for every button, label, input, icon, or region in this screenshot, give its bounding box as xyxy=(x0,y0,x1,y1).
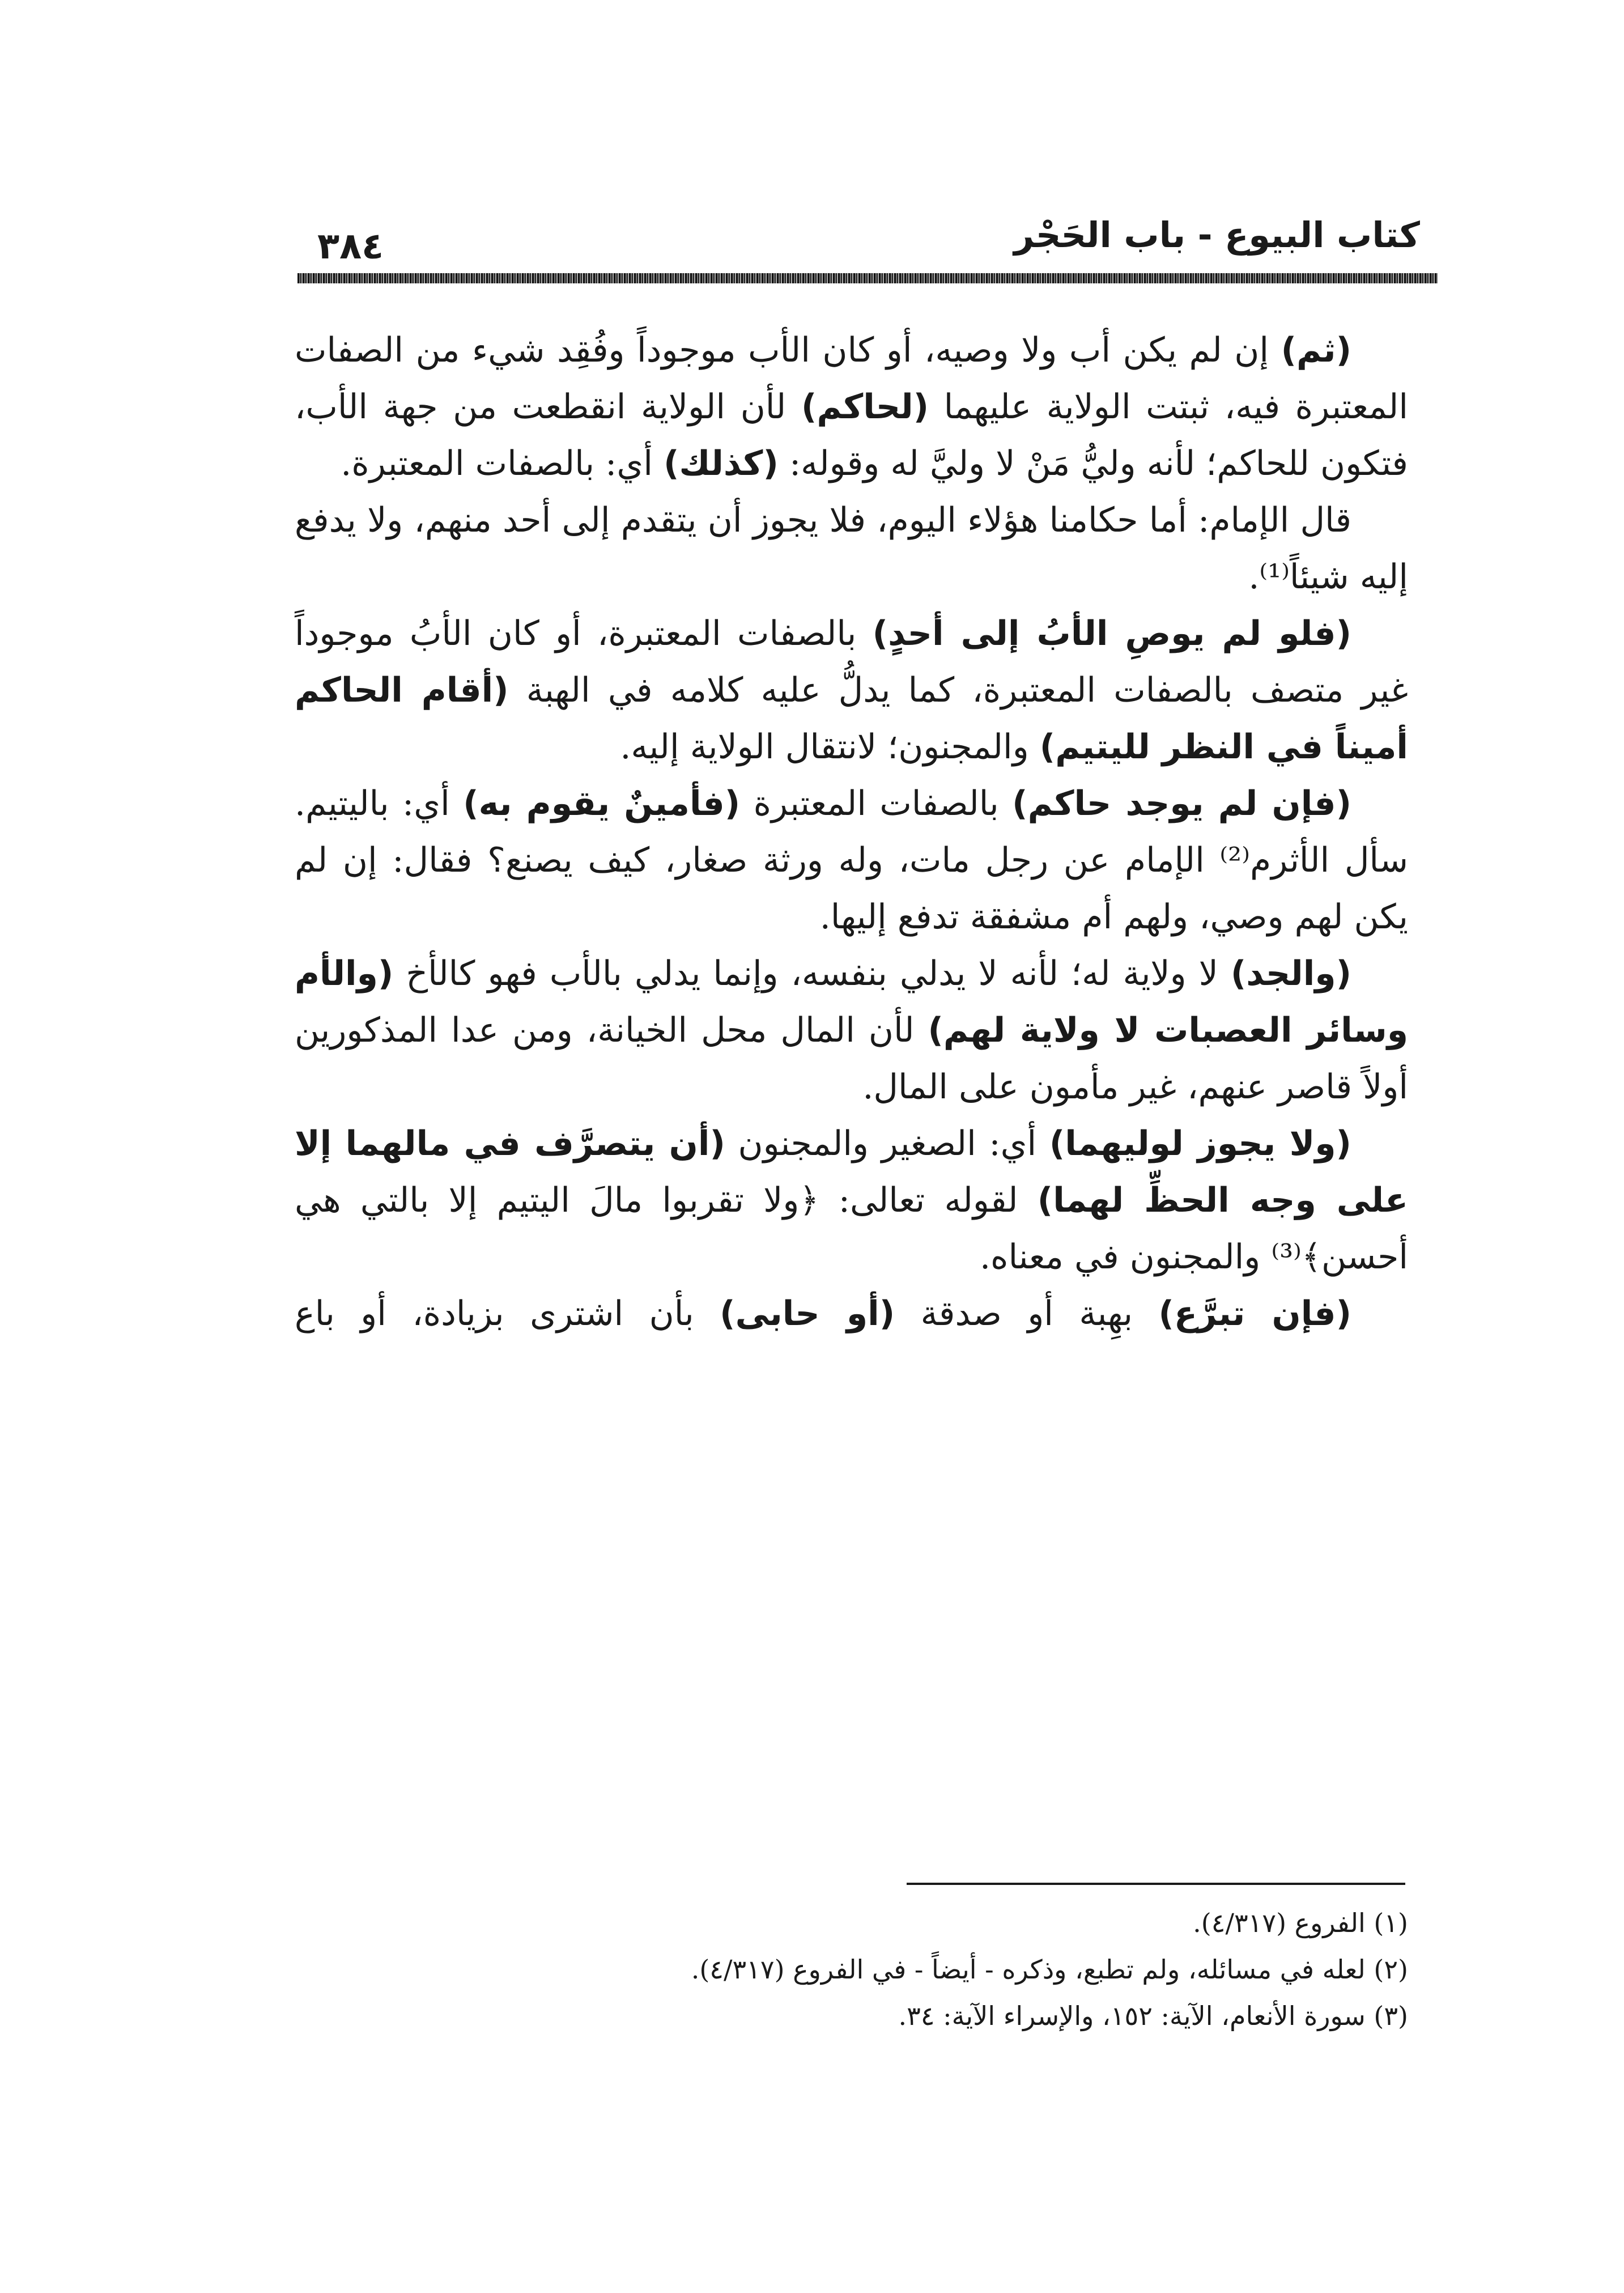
plain-text: والمجنون؛ لانتقال الولاية إليه. xyxy=(620,727,1040,767)
paragraph xyxy=(295,1115,1408,1285)
footnote-separator xyxy=(907,1883,1405,1885)
paragraph xyxy=(295,775,1408,945)
paragraph xyxy=(295,492,1408,605)
paragraph xyxy=(295,1285,1408,1342)
bold-text: (ثم) xyxy=(1281,330,1351,370)
paragraph xyxy=(295,945,1408,1115)
plain-text: أي: بالصفات المعتبرة. xyxy=(341,444,664,483)
bold-text: (لحاكم) xyxy=(801,387,929,427)
plain-text: لأن المال محل الخيانة، ومن عدا المذكورين أولاً قاصر عنهم، غير مأمون على المال. xyxy=(295,1010,1408,1107)
header-rule xyxy=(297,273,1438,283)
plain-text: قال الإمام: أما حكامنا هؤلاء اليوم، فلا يجوز أن يتقدم إلى أحد منهم، ولا يدفع إليه شيئاً⁽¹⁾. xyxy=(295,500,1408,597)
plain-text: بأن اشترى بزيادة، أو باع xyxy=(295,1294,720,1334)
paragraph xyxy=(295,605,1408,775)
plain-text: بهِبة أو صدقة xyxy=(895,1294,1159,1334)
bold-text: (فإن تبرَّع) xyxy=(1158,1294,1351,1334)
footnote: (١) الفروع (٤/٣١٧). xyxy=(1193,1908,1408,1938)
footnote: (٣) سورة الأنعام، الآية: ١٥٢، والإسراء الآية: ٣٤. xyxy=(898,2001,1408,2031)
bold-text: (فلو لم يوصِ الأبُ إلى أحدٍ) xyxy=(872,614,1351,653)
footnotes xyxy=(295,1900,1408,2039)
footnote: (٢) لعله في مسائله، ولم تطبع، وذكره - أيضاً - في الفروع (٤/٣١٧). xyxy=(691,1954,1408,1985)
plain-text: لقوله تعالى: ﴿ولا تقربوا مالَ اليتيم إلا بالتي هي أحسن﴾⁽³⁾ والمجنون في معناه. xyxy=(295,1181,1408,1277)
main-text xyxy=(295,322,1408,1342)
bold-text: (أقام الحاكم أميناً في النظر لليتيم) xyxy=(295,670,1408,767)
paragraph xyxy=(295,322,1408,492)
plain-text: إن لم يكن أب ولا وصيه، أو كان الأب موجوداً وفُقِد شيء من الصفات المعتبرة فيه، ثبتت الولاية عليهما xyxy=(295,330,1408,427)
bold-text: (والأم وسائر العصبات لا ولاية لهم) xyxy=(295,954,1408,1050)
plain-text: أي: الصغير والمجنون xyxy=(725,1124,1049,1164)
bold-text: (أو حابى) xyxy=(720,1294,895,1334)
page-number: ٣٨٤ xyxy=(317,226,384,267)
bold-text: (ولا يجوز لوليهما) xyxy=(1049,1124,1351,1164)
plain-text: لأن الولاية انقطعت من جهة الأب، فتكون للحاكم؛ لأنه وليُّ مَنْ لا وليَّ له وقوله: xyxy=(295,387,1408,483)
bold-text: (كذلك) xyxy=(664,444,779,483)
plain-text: لا ولاية له؛ لأنه لا يدلي بنفسه، وإنما يدلي بالأب فهو كالأخ xyxy=(393,954,1231,993)
plain-text: بالصفات المعتبرة، أو كان الأبُ موجوداً غير متصف بالصفات المعتبرة، كما يدلُّ عليه كلامه في الهبة xyxy=(295,614,1408,710)
bold-text: (فأمينٌ يقوم به) xyxy=(463,784,741,823)
bold-text: (فإن لم يوجد حاكم) xyxy=(1012,784,1351,823)
plain-text: أي: باليتيم. سأل الأثرم⁽²⁾ الإمام عن رجل مات، وله ورثة صغار، كيف يصنع؟ فقال: إن لم يكن لهم وصي، ولهم أم مشفقة تدفع إليها. xyxy=(295,784,1408,937)
bold-text: (والجد) xyxy=(1230,954,1351,993)
running-header-title: كتاب البيوع - باب الحَجْر xyxy=(1014,214,1420,256)
plain-text: بالصفات المعتبرة xyxy=(740,784,1013,823)
bold-text: (أن يتصرَّف في مالهما إلا على وجه الحظِّ لهما) xyxy=(295,1124,1408,1220)
